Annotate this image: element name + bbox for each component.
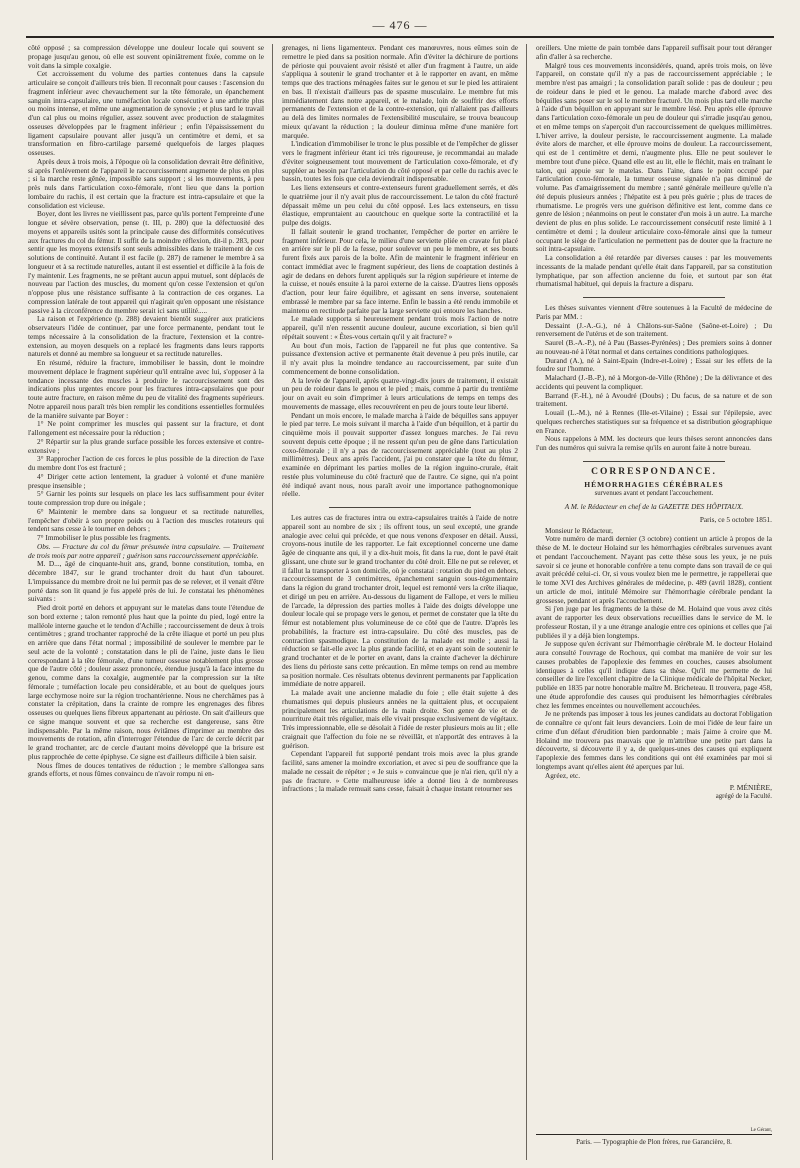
- column-divider: [526, 44, 527, 1160]
- paragraph: Pied droit porté en dehors et appuyant sur le matelas dans toute l'étendue de son bord externe ; talon remonté plus haut que la pointe du pied, logé entre la malléole interne gauche et le tendon d'Achille ; raccourcissement de deux à trois centimètres ; grand trochanter rapproché de la crête iliaque et porté un peu plus en arrière que dans l'état normal ; impossibilité de soulever le membre par le seul acte de la volonté ; constatation dans le pli de l'aine, juste dans le lieu correspondant à la tête fémorale, d'une tumeur osseuse notablement plus grosse que de l'autre côté ; douleur assez prononcée, étendue jusqu'à la face interne du genou, comme dans la coxalgie, augmentée par la compression sur la tête fémorale ; tuméfaction locale peu considérable, et au bout de quelques jours large ecchymose noire sur la région trochantérienne. Nous ne cherchâmes pas à constater la crépitation, dans la crainte de rompre les engrenages des fibres osseuses ou quelques liens fibreux appartenant au périoste. On sait d'ailleurs que ce signe manque souvent et que sa recherche est dangereuse, sans être indispensable. Par la même raison, nous évitâmes d'imprimer au membre des mouvements de rotation, afin d'interroger l'étendue de l'arc de cercle décrit par le grand trochanter, arc de cercle d'autant moins développé que la brisure est plus rapprochée de cette épiphyse. Ce signe est d'ailleurs difficile à bien saisir.: [28, 603, 264, 761]
- list-item: 2° Répartir sur la plus grande surface possible les forces extensive et contre-extensive ;: [28, 436, 264, 455]
- observation-heading: Obs. — Fracture du col du fémur présumée intra capsulaire. — Traitement de trois mois par notre appareil ; guérison sans raccourcissement appréciable.: [28, 541, 264, 560]
- header-rule: [26, 36, 774, 38]
- column-2: [282, 44, 518, 1162]
- list-item: 6° Maintenir le membre dans sa longueur et sa rectitude naturelles, l'empêcher d'obéir à son propre poids ou à l'action des muscles rotateurs qui tendent sans cesse à le tourner en dehors ;: [28, 506, 264, 534]
- paragraph: A la levée de l'appareil, après quatre-vingt-dix jours de traitement, il existait un peu de roideur dans le genou et le pied ; mais, comme à partir du trentième jour on avait eu soin d'imprimer à leurs articulations de temps en temps des mouvements de massage, elles recouvrèrent en peu de jours toute leur liberté.: [282, 375, 518, 411]
- paragraph: Pendant un mois encore, le malade marcha à l'aide de béquilles sans appuyer le pied par terre. Le mois suivant il marcha à l'aide d'un béquillon, et à partir du cinquième mois il pouvait supporter d'assez longues marches. Je l'ai revu souvent depuis cette époque ; il ne ressent qu'un peu de gêne dans l'articulation coxo-fémorale ; il n'y a pas de raccourcissement appréciable (tout au plus 2 millimètres). Deux ans après l'accident, j'ai pu constater que la tête du fémur, examinée en déprimant les parties molles de la région inguino-crurale, était restée plus volumineuse du côté fracturé que de l'autre. Ce signe, qui n'a point été indiqué avant nous, nous paraît avoir une importance pathognomonique réelle.: [282, 410, 518, 499]
- paragraph: Au bout d'un mois, l'action de l'appareil ne fut plus que contentive. Sa puissance d'extension active et permanente était devenue à peu près inutile, car il n'y avait plus la moindre tendance au raccourcissement, par suite d'un commencement de bonne consolidation.: [282, 340, 518, 376]
- paragraph: côté opposé ; sa compression développe une douleur locale qui souvent se propage jusqu'au genou, où elle est souvent opiniâtrement fixée, comme on le voit dans la simple coxalgie.: [28, 44, 264, 70]
- paragraph: Il fallait soutenir le grand trochanter, l'empêcher de porter en arrière le fragment inférieur. Pour cela, le milieu d'une serviette pliée en cravate fut placé en arrière sur le pli de la fesse, pour soulever un peu le membre, et ses bouts furent fixés aux parois de la boîte. Afin de maintenir le fragment inférieur en contact immédiat avec le fragment supérieur, des liens de coaptation destinés à agir de dedans en dehors furent appliqués sur la région supérieure et interne de la cuisse, et noués ensuite à la paroi externe de la caisse. D'autres liens opposés d'action, pour leur faire équilibre, et agissant en sens inverse, soutenaient embrassé le membre par sa face interne. Enfin le bassin a été rendu immobile et maintenu en rectitude parfaite par la large serviette qui entoure les hanches.: [282, 226, 518, 315]
- paragraph: Nous fîmes de douces tentatives de réduction ; le membre s'allongea sans grands efforts, et nous fûmes convaincu de n'avoir rompu ni en-: [28, 760, 264, 779]
- page-number: — 476 —: [372, 18, 428, 32]
- paragraph: Après deux à trois mois, à l'époque où la consolidation devrait être définitive, si après l'enlèvement de l'appareil le raccourcissement augmente de plus en plus ; si la marche reste gênée, impossible sans support ; si les mouvements, à peu près nuls dans l'articulation coxo-fémorale, n'ont lieu que dans la portion lombaire du rachis, il est certain que la fracture est intra-capsulaire et que la consolidation est vicieuse.: [28, 156, 264, 210]
- letter-salutation: Monsieur le Rédacteur,: [545, 525, 613, 535]
- paragraph: En résumé, réduire la fracture, immobiliser le bassin, dont le moindre mouvement déplace le fragment supérieur qu'il entraîne avec lui, s'opposer à la tendance incessante des muscles à produire le raccourcissement sont des indications plus urgentes encore pour les fractures intra-capsulaires que pour toute autre fracture, en raison même du peu de vitalité des fragments supérieurs. Notre appareil nous paraît très bien remplir les conditions essentielles formulées de la manière suivante par Boyer :: [28, 358, 264, 420]
- letter-paragraph: Si j'en juge par les fragments de la thèse de M. Holaind que vous avez cités avant de rapporter les deux observations recueillies dans le service de M. le professeur Rostan, il y a une étrange analogie entre ces opinions et celles que j'ai publiées il y a déjà bien longtemps.: [536, 604, 772, 640]
- paragraph: Les autres cas de fractures intra ou extra-capsulaires traités à l'aide de notre appareil sont au nombre de six ; ils offrent tous, un seul excepté, une grande analogie avec celui qui précède, et que nous venons d'exposer en détail. Aussi, croyons-nous inutile de les rapporter. Le fait exceptionnel concerne une dame âgée de cinquante ans qui, il y a dix-huit mois, fit dans la rue, dont le pavé était glissant, une chute sur le grand trochanter du côté droit. Elle ne put se relever, et il fallut la transporter à son domicile, où je constatai : rotation du pied en dehors, raccourcissement de 3 centimètres, épanchement sanguin sous-tégumentaire dans la région du grand trochanter droit, lequel est remonté vers la crête iliaque, et dirigé un peu en arrière. Au-dessous du ligament de Fallope, et vers le milieu de l'arcade, la dépression des parties molles à l'aide des doigts développe une douleur locale qui se propage vers le genou, et permet de constater que la tête du fémur est notablement plus volumineuse de ce côté que de l'autre. D'après les probabilités, la fracture est intra-capsulaire. Du côté des muscles, pas de contraction spasmodique. La constitution de la malade est molle ; aussi la réduction se fait-elle avec la plus grande facilité, et en ayant soin de soutenir le grand trochanter et de le porter en avant, dans la crainte d'achever la déchirure des liens du périoste sans cette précaution. En même temps on rend au membre sa position normale. Ces résultats obtenus devinrent permanents par l'application immédiate de notre appareil.: [282, 513, 518, 689]
- column-divider: [272, 44, 273, 1160]
- paragraph: Les liens extenseurs et contre-extenseurs furent graduellement serrés, et dès le quatrième jour il n'y avait plus de raccourcissement. Le talon du côté fracturé dépassait même un peu celui du côté opposé. Les lacs extenseurs, en tissu élastique, empruntaient au caoutchouc en quelque sorte la contractilité et la pulpe des doigts.: [282, 183, 518, 227]
- paragraph: Le malade supporta si heureusement pendant trois mois l'action de notre appareil, qu'il n'en ressentit aucune douleur, aucune excoriation, si bien qu'il répétait souvent : « Êtes-vous certain qu'il y ait fracture? »: [282, 314, 518, 341]
- section-separator: [329, 507, 471, 508]
- letter-paragraph: Je suppose qu'en écrivant sur l'hémorrhagie cérébrale M. le docteur Holaind aura consulté l'ouvrage de Rochoux, qui combat ma manière de voir sur les causes probables de l'apoplexie des femmes en couches, causes absolument identiques à celles qu'il indique dans sa thèse. Qu'il me permette de lui conseiller de lire l'excellent chapitre de la Clinique médicale de l'hôpital Necker, publiée en 1835 par notre honorable maître M. Bricheteau. Il trouvera, page 458, une étude approfondie des causes qui produisent les hémorrhagies cérébrales chez les femmes enceintes ou nouvellement accouchées.: [536, 639, 772, 710]
- paragraph: Cet accroissement du volume des parties contenues dans la capsule articulaire se conçoit d'ailleurs très bien. Il reconnaît pour causes : l'ascension du fragment inférieur avec chevauchement sur la tête fémorale, un épanchement sanguin intra-capsulaire, une tuméfaction locale consécutive à une arthrite plus ou moins intense, et même une augmentation de synovie ; et plus tard le travail d'un cal plus ou moins régulier, assez souvent avec production de stalagmites osseuses développées par le fragment inférieur ; enfin l'épaississement du ligament capsulaire pouvant aller jusqu'à un centimètre et demi, et sa transformation en fibro-cartilage parsemé quelquefois de larges plaques osseuses.: [28, 69, 264, 157]
- section-separator: [583, 297, 725, 298]
- column-1: [28, 44, 264, 1162]
- column-3: [536, 44, 772, 1094]
- letter-paragraph: Votre numéro de mardi dernier (3 octobre) contient un article à propos de la thèse de M. le docteur Holaind sur les hémorrhagies cérébrales survenues avant et pendant l'accouchement. N'ayant pas cette thèse sous les yeux, je ne puis savoir si ce jeune et honorable confrère a tenu compte dans son travail de ce qui avait précédé celui-ci. Or, si vous voulez bien me le permettre, je rappellerai que le tome XVI des Archives générales de médecine, p. 489 (avril 1828), contient un article de moi, intitulé Mémoire sur l'hémorrhagie cérébrale pendant la grossesse, pendant et après l'accouchement.: [536, 534, 772, 605]
- paragraph: Malgré tous ces mouvements inconsidérés, quand, après trois mois, on lève l'appareil, on constate qu'il n'y a pas de raccourcissement appréciable ; le membre n'est pas amaigri ; la consolidation paraît solide : pas de douleur ; peu de roideur dans le pied et le genou. La malade marche d'abord avec des béquilles sans poser sur le sol le membre fracturé. Un mois plus tard elle marche à l'aide d'un béquillon en appuyant sur le membre lésé. Peu après elle éprouve dans l'articulation coxo-fémorale un peu de douleur qui s'irradie jusqu'au genou, et en même temps on s'aperçoit d'un raccourcissement de quelques millimètres. L'hiver arrive, la douleur persiste, le raccourcissement augmente. La malade évite alors de marcher, et elle éprouve moins de douleur. La raccourcissement, qui est de 1 centimètre et demi, n'augmente plus. Elle ne peut soulever le membre tout d'une pièce. Quand elle est au lit, elle le fléchit, mais en traînant le talon, qui appuie sur le matelas. Dans l'aine, dans le point occupé par l'articulation coxo-fémorale, la tumeur osseuse signalée n'a pas diminué de volume. Pas d'amaigrissement du membre ; santé générale meilleure qu'elle n'a été depuis plusieurs années ; l'hépatite est à peu près guérie ; plus de traces de rhumatisme. Le progrès vers une guérison définitive est lent, comme dans ce genre de lésion ; néanmoins on peut le constater d'un mois à un autre. La marche devient de plus en plus solide. Le raccourcissement consécutif reste limité à 1 centimètre et demi ; la douleur articulaire coxo-fémorale ainsi que la tumeur occupant le siège de l'articulation ne permettent pas de douter que la fracture ne soit intra-capsulaire.: [536, 60, 772, 254]
- printer-imprint: Paris. — Typographie de Plon frères, rue Garancière, 8.: [576, 1138, 732, 1146]
- theses-outro: Nous rappelons à MM. les docteurs que leurs thèses seront annoncées dans l'un des numéros qui suivra la remise qu'ils en auront faite à notre bureau.: [536, 434, 772, 452]
- letter-paragraph: Agréez, etc.: [545, 770, 581, 780]
- paragraph: La raison et l'expérience (p. 288) devaient bientôt suggérer aux praticiens observateurs l'idée de continuer, par une force permanente, pendant tout le temps nécessaire à la consolidation de la fracture, l'extension et la contre-extension, au moyen desquels on a replacé les fragments dans leurs rapports naturels et donné au membre sa longueur et sa rectitude naturelles.: [28, 314, 264, 359]
- section-separator: [583, 461, 725, 462]
- thesis-entry: Dessaint (J.-A.-G.), né à Châlons-sur-Saône (Saône-et-Loire) ; Du renversement de l'utérus et de son traitement.: [536, 320, 772, 339]
- paragraph: Cependant l'appareil fut supporté pendant trois mois avec la plus grande facilité, sans amener la moindre excoriation, et avec si peu de souffrance que la malade ne cessait de répéter ; « Je suis » convaincue que je n'ai rien, qu'il n'y a pas de fracture. » Cette malheureuse idée a donné lieu à de nombreuses infractions ; la malade remuait sans cesse, faisait à chaque instant retourner ses: [282, 749, 518, 794]
- correspondence-title: CORRESPONDANCE.: [591, 466, 717, 477]
- paragraph: grenages, ni liens ligamenteux. Pendant ces manœuvres, nous eûmes soin de remettre le pied dans sa position normale. Afin d'éviter la déchirure de portions de périoste qui pouvaient avoir résisté et aller d'un fragment à l'autre, un aide s'appliqua à soutenir le grand trochanter et à le rapporter en avant, en même temps que des tractions ménagées faites sur le genou et sur le pied les attiraient en bas. Il n'existait d'ailleurs pas de spasme musculaire. Le membre fut mis immédiatement dans notre appareil, et le malade, loin de souffrir des efforts permanents de l'extension et de la contre-extension, qui n'allaient pas d'ailleurs au delà des limites normales de l'extensibilité musculaire, se trouva beaucoup mieux qu'avant la réduction ; la douleur diminua même d'une manière fort marquée.: [282, 44, 518, 140]
- letter-paragraph: Je ne prétends pas imposer à tous les jeunes candidats au doctorat l'obligation de connaître ce qu'ont fait leurs devanciers. Loin de moi l'idée de leur faire un crime d'un défaut d'érudition bien pardonnable ; mais j'aime à croire que M. Holaind me trouvera pas mauvais que je m'attribue une petite part dans la découverte, si découverte il y a, de quelques-unes des causes qui expliquent l'apoplexie des femmes dans les conditions qui ont été examinées par moi si longtemps avant qu'elles aient été aperçues par lui.: [536, 709, 772, 771]
- letter-signature-title: agrégé de la Faculté.: [715, 793, 772, 800]
- thesis-entry: Malachard (J.-B.-P.), né à Morgon-de-Ville (Rhône) ; De la délivrance et des accidents qui peuvent la compliquer.: [536, 373, 772, 391]
- paragraph: L'indication d'immobiliser le tronc le plus possible et de l'empêcher de glisser vers le fragment inférieur étant ici très rigoureuse, je recommandai au malade d'éviter soigneusement tout mouvement de l'articulation coxo-fémorale, et d'y suppléer au besoin par l'articulation du côté opposé et par celle du rachis avec le bassin, toutes les fois que cela deviendrait indispensable.: [282, 139, 518, 184]
- letter-addressee: A M. le Rédacteur en chef de la GAZETTE DES HÔPITAUX.: [564, 502, 744, 511]
- paragraph: M. D..., âgé de cinquante-huit ans, grand, bonne constitution, tomba, en décembre 1847, sur le grand trochanter droit du haut d'un tabouret. L'impuissance du membre droit ne lui permit pas de se relever, et il venait d'être porté dans son lit quand je fus appelé près de lui. Je constatai les phénomènes suivants :: [28, 559, 264, 604]
- correspondence-subsubtitle: survenues avant et pendant l'accouchement.: [594, 490, 714, 498]
- list-item: 3° Rapprocher l'action de ces forces le plus possible de la direction de l'axe du membre dont l'os est fracturé ;: [28, 454, 264, 472]
- list-item: 7° Immobiliser le plus possible les fragments.: [37, 533, 171, 542]
- thesis-entry: Louail (L.-M.), né à Rennes (Ille-et-Vilaine) ; Essai sur l'épilepsie, avec quelques recherches statistiques sur sa fréquence et sa distribution géographique en France.: [536, 408, 772, 435]
- thesis-entry: Durand (A.), né à Saint-Epain (Indre-et-Loire) ; Essai sur les effets de la foudre sur l'homme.: [536, 355, 772, 374]
- letter-date: Paris, ce 5 octobre 1851.: [699, 514, 772, 524]
- footer-rule: [536, 1134, 772, 1135]
- correspondence-subtitle: HÉMORRHAGIES CÉRÉBRALES: [584, 479, 724, 489]
- list-item: 1° Ne point comprimer les muscles qui passent sur la fracture, et dont l'allongement est nécessaire pour la réduction ;: [28, 419, 264, 437]
- paragraph: Boyer, dont les livres ne vieillissent pas, parce qu'ils portent l'empreinte d'une longue et sévère observation, pense (t. III, p. 280) que la défectuosité des moyens et appareils usités sont la principale cause des difformités consécutives aux fractures du col du fémur. Il suffit de la moindre réflexion, dit-il p. 283, pour sentir que les moyens extensifs sont seuls admissibles dans le traitement de ces solutions de continuité. Autant il est facile (p. 287) de ramener le membre à sa longueur et à sa rectitude naturelles, autant il est essentiel et difficile à la fois de l'y maintenir. Les fragments, ne se prêtant aucun appui mutuel, sont déplacés de nouveau par l'action des muscles, du moment qu'on cesse l'extension et qu'on n'oppose plus une résistance suffisante à la contraction de ces organes. La compression latérale de tout appareil qui n'agirait qu'en opposant une résistance passive à la circonférence du membre serait ici sans utilité.....: [28, 209, 264, 315]
- letter-signature: P. MÉNIÈRE,: [729, 783, 772, 793]
- paragraph: oreillers. Une miette de pain tombée dans l'appareil suffisait pour tout déranger afin d'aller à sa recherche.: [536, 44, 772, 61]
- paragraph: La malade avait une ancienne maladie du foie ; elle était sujette à des rhumatismes qui depuis plusieurs années ne la quittaient plus, et occupaient principalement les articulations de la main droite. Son genre de vie et de nourriture était très régulier, mais elle vivait presque exclusivement de végétaux. Très impressionnable, elle se désolait à l'idée de rester plusieurs mois au lit ; elle craignait que l'affection du foie ne se réveillât, et n'apportât des entraves à la guérison.: [282, 688, 518, 750]
- theses-intro: Les thèses suivantes viennent d'être soutenues à la Faculté de médecine de Paris par MM. :: [536, 303, 772, 321]
- thesis-entry: Saurel (B.-A.-P.), né à Pau (Basses-Pyrénées) ; Des premiers soins à donner au nouveau-né à l'état normal et dans certaines conditions pathologiques.: [536, 338, 772, 356]
- thesis-entry: Barrand (F.-H.), né à Avoudré (Doubs) ; Du facus, de sa nature et de son traitement.: [536, 390, 772, 409]
- paragraph: La consolidation a été retardée par diverses causes : par les mouvements incessants de la malade pendant qu'elle était dans l'appareil, par sa constitution lymphatique, par son affection ancienne du foie, et surtout par son état rhumatismal habituel, qui depuis la fracture a disparu.: [536, 253, 772, 289]
- footer-gerant: Le Gérant,: [750, 1128, 772, 1133]
- list-item: 4° Diriger cette action lentement, la graduer à volonté et d'une manière presque insensible ;: [28, 471, 264, 490]
- list-item: 5° Garnir les points sur lesquels on place les lacs suffisamment pour éviter toute compression trop dure ou inégale ;: [28, 489, 264, 507]
